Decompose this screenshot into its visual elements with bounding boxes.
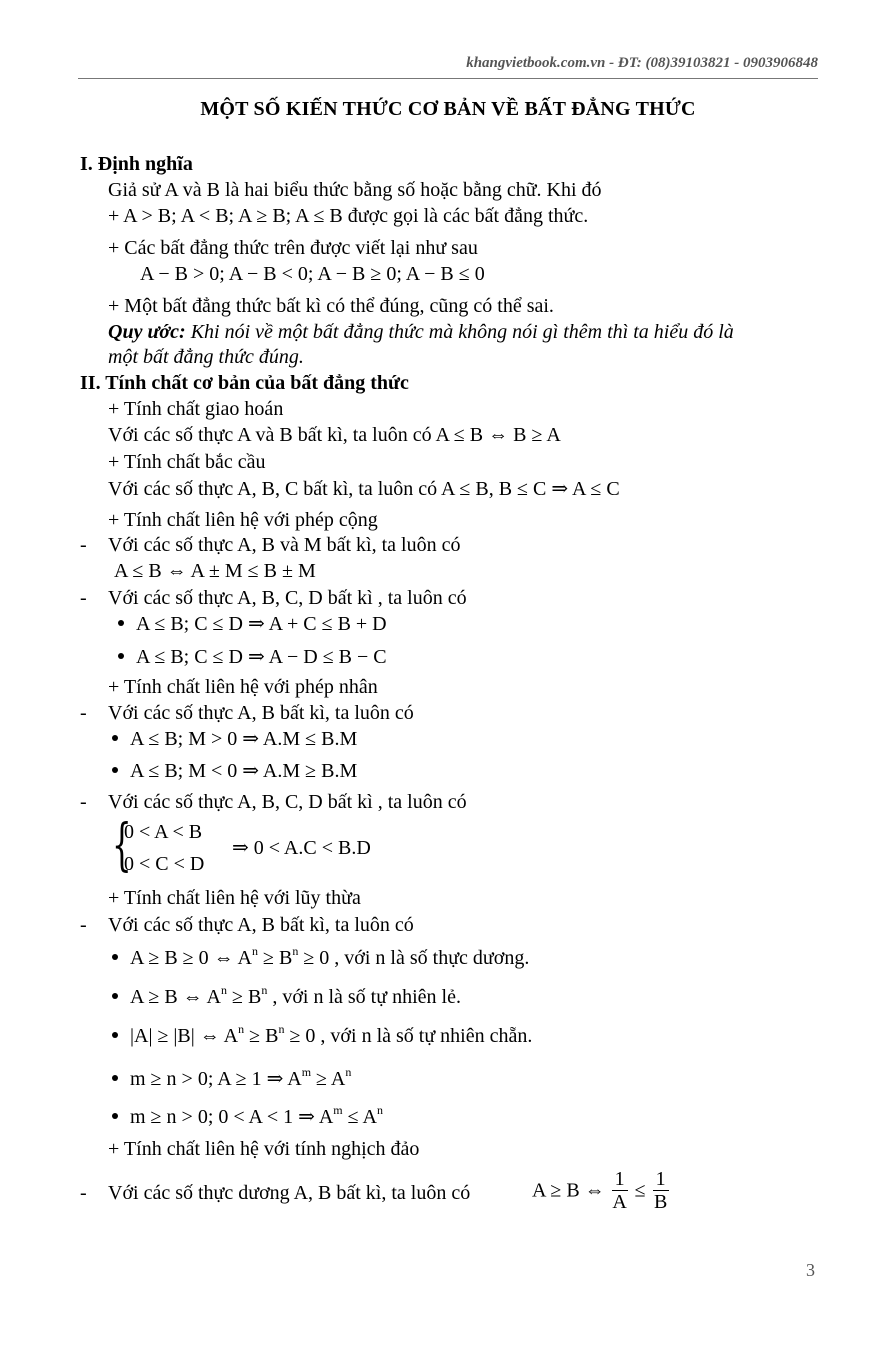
system-brace-icon: { <box>112 813 132 878</box>
property-text: Với các số thực A, B, C bất kì, ta luôn có A ≤ B, B ≤ C ⇒ A ≤ C <box>108 478 620 500</box>
dash-marker: - <box>80 1182 87 1204</box>
convention-line: một bất đẳng thức đúng. <box>108 346 304 368</box>
dash-marker: - <box>80 587 87 609</box>
property-title: + Tính chất giao hoán <box>108 398 284 420</box>
formula: A ≤ B; C ≤ D ⇒ A − D ≤ B − C <box>136 646 387 668</box>
exponent: n <box>345 1065 352 1080</box>
formula-part: A ≥ B ⇔ <box>532 1179 605 1202</box>
formula-part: m ≥ n > 0; A ≥ 1 ⇒ A <box>130 1068 302 1090</box>
definition-item: + Các bất đẳng thức trên được viết lại như sau <box>108 237 478 259</box>
convention-line <box>108 320 734 344</box>
exponent: n <box>261 983 268 998</box>
fraction-denominator: B <box>653 1191 668 1213</box>
formula: A ≤ B; C ≤ D ⇒ A + C ≤ B + D <box>136 613 387 635</box>
property-title: + Tính chất bắc cầu <box>108 451 266 473</box>
convention-text: Khi nói về một bất đẳng thức mà không nói gì thêm thì ta hiểu đó là <box>185 321 734 343</box>
dash-marker: - <box>80 534 87 556</box>
bullet-icon <box>118 620 124 626</box>
exponent: n <box>251 944 258 959</box>
list-item <box>112 946 529 970</box>
exponent: n <box>292 944 299 959</box>
fraction <box>612 1168 628 1213</box>
definition-item: + A > B; A < B; A ≥ B; A ≤ B được gọi là các bất đẳng thức. <box>108 205 589 227</box>
definition-intro: Giả sử A và B là hai biểu thức bằng số hoặc bằng chữ. Khi đó <box>108 179 602 201</box>
fraction-numerator: 1 <box>612 1168 628 1191</box>
fraction-denominator: A <box>612 1191 627 1213</box>
formula-part: A ≥ B ⇔ A <box>130 986 221 1008</box>
fraction <box>653 1168 669 1213</box>
formula-part: ≤ <box>634 1179 646 1202</box>
exponent: n <box>221 983 227 998</box>
property-title: + Tính chất liên hệ với tính nghịch đảo <box>108 1138 420 1160</box>
section-heading-definition: I. Định nghĩa <box>80 153 193 175</box>
property-text: Với các số thực A, B bất kì, ta luôn có <box>108 702 414 724</box>
list-item <box>112 1024 532 1048</box>
formula-part: ≤ A <box>342 1106 377 1128</box>
reciprocal-formula <box>532 1168 671 1213</box>
formula-part: A ≥ B ≥ 0 ⇔ A <box>130 947 252 969</box>
list-item <box>118 645 387 669</box>
bullet-icon <box>112 1075 118 1081</box>
formula: A − B > 0; A − B < 0; A − B ≥ 0; A − B ≤ 0 <box>140 263 485 285</box>
exponent: n <box>278 1022 285 1037</box>
property-text: Với các số thực A và B bất kì, ta luôn có A ≤ B ⇔ B ≥ A <box>108 424 561 446</box>
exponent: m <box>301 1065 312 1080</box>
formula: A ≤ B; M > 0 ⇒ A.M ≤ B.M <box>130 728 358 750</box>
property-text: Với các số thực A, B, C, D bất kì , ta luôn có <box>108 791 467 813</box>
list-item <box>112 1105 383 1129</box>
exponent: m <box>333 1103 343 1118</box>
section-heading-properties: II. Tính chất cơ bản của bất đẳng thức <box>80 372 409 394</box>
dash-marker: - <box>80 702 87 724</box>
formula-part: , với n là số tự nhiên lẻ. <box>267 986 461 1008</box>
bullet-icon <box>112 767 118 773</box>
dash-marker: - <box>80 914 87 936</box>
list-item <box>112 1067 351 1091</box>
bullet-icon <box>112 993 118 999</box>
property-title: + Tính chất liên hệ với phép cộng <box>108 509 378 531</box>
formula-part: |A| ≥ |B| ⇔ A <box>130 1025 239 1047</box>
bullet-icon <box>112 1032 118 1038</box>
header-rule <box>78 78 818 79</box>
list-item <box>112 727 357 751</box>
system-result: ⇒ 0 < A.C < B.D <box>232 837 371 859</box>
property-text: Với các số thực A, B bất kì, ta luôn có <box>108 914 414 936</box>
property-text: Với các số thực dương A, B bất kì, ta luôn có <box>108 1182 471 1204</box>
exponent: n <box>238 1022 245 1037</box>
formula: A ≤ B ⇔ A ± M ≤ B ± M <box>114 560 316 582</box>
bullet-icon <box>112 735 118 741</box>
bullet-icon <box>112 954 118 960</box>
list-item <box>112 985 461 1009</box>
list-item <box>118 612 387 636</box>
exponent: n <box>376 1103 383 1118</box>
system-line: 0 < C < D <box>124 853 205 875</box>
property-title: + Tính chất liên hệ với phép nhân <box>108 676 378 698</box>
formula-part: ≥ 0 , với n là số tự nhiên chẵn. <box>284 1025 533 1047</box>
formula: A ≤ B; M < 0 ⇒ A.M ≥ B.M <box>130 760 358 782</box>
property-text: Với các số thực A, B và M bất kì, ta luôn có <box>108 534 461 556</box>
fraction-numerator: 1 <box>653 1168 669 1191</box>
system-line: 0 < A < B <box>124 821 203 843</box>
formula-part: ≥ B <box>244 1025 279 1047</box>
list-item <box>112 759 357 783</box>
page-header: khangvietbook.com.vn - ĐT: (08)39103821 - 0903906848 <box>466 55 818 71</box>
dash-marker: - <box>80 791 87 813</box>
property-title: + Tính chất liên hệ với lũy thừa <box>108 887 361 909</box>
document-title: MỘT SỐ KIẾN THỨC CƠ BẢN VỀ BẤT ĐẲNG THỨC <box>200 98 696 120</box>
bullet-icon <box>112 1113 118 1119</box>
convention-label: Quy ước: <box>108 321 186 343</box>
formula-part: ≥ 0 , với n là số thực dương. <box>298 947 530 969</box>
formula-part: m ≥ n > 0; 0 < A < 1 ⇒ A <box>130 1106 334 1128</box>
definition-item: + Một bất đẳng thức bất kì có thể đúng, cũng có thể sai. <box>108 295 554 317</box>
property-text: Với các số thực A, B, C, D bất kì , ta luôn có <box>108 587 467 609</box>
bullet-icon <box>118 653 124 659</box>
formula-part: ≥ A <box>311 1068 346 1090</box>
page-number: 3 <box>806 1260 815 1280</box>
formula-part: ≥ B <box>227 986 262 1008</box>
formula-part: ≥ B <box>257 947 293 969</box>
